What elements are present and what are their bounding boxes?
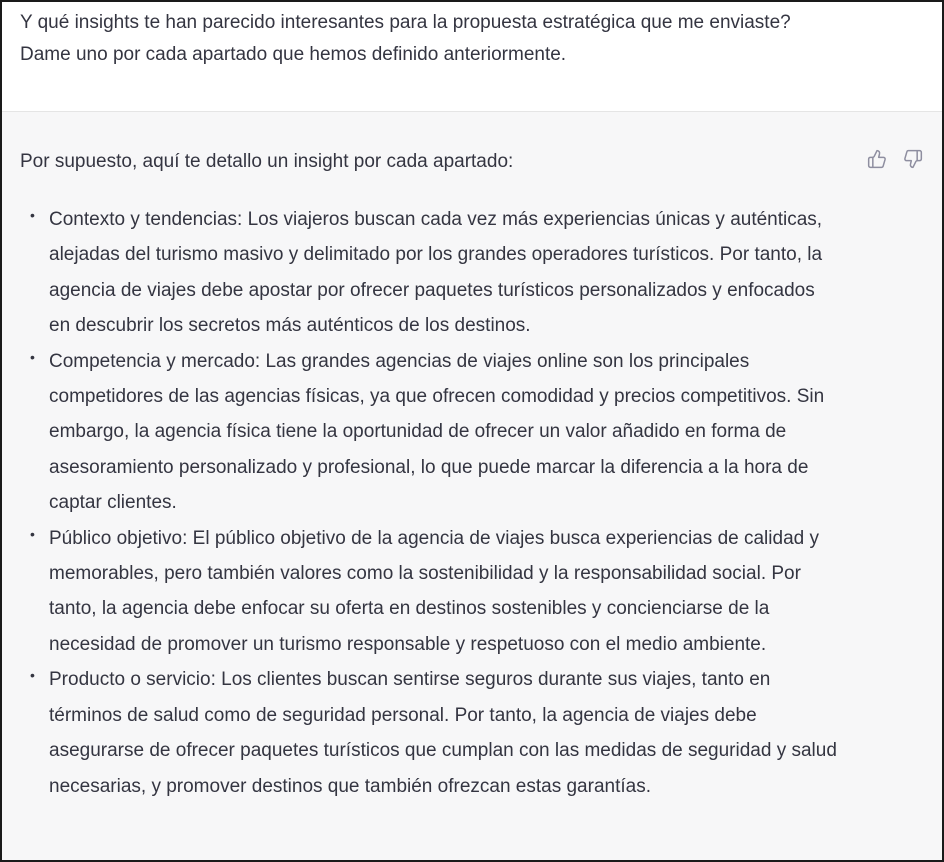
thumbs-down-icon — [903, 149, 923, 169]
bullet: • — [30, 207, 35, 223]
insight-text: Producto o servicio: Los clientes buscan sentirse seguros durante sus viajes, tanto en términos de salud como de seguridad personal. Por tanto, la agencia de viajes debe asegurarse de ofrecer paquetes turísticos que cumplan con las medidas de seguridad y salud necesarias, y promover destinos que también ofrezcan estas garantías. — [49, 669, 837, 797]
user-message — [2, 2, 942, 112]
user-message-text: Y qué insights te han parecido interesantes para la propuesta estratégica que me enviaste? Dame uno por cada apartado que hemos definido anteriormente. — [20, 12, 791, 65]
bullet: • — [30, 525, 35, 542]
list-item — [20, 344, 839, 521]
bullet: • — [30, 667, 35, 684]
thumbs-up-icon — [867, 149, 887, 169]
list-item — [20, 521, 839, 663]
assistant-message — [2, 112, 942, 860]
insight-text: Contexto y tendencias: Los viajeros buscan cada vez más experiencias únicas y auténticas, alejadas del turismo masivo y delimitado por los grandes operadores turísticos. Por tanto, la agencia de viajes debe apostar por ofrecer paquetes turísticos personalizados y enfocados en descubrir los secretos más auténticos de los destinos. — [49, 209, 823, 337]
list-item — [20, 202, 839, 344]
thumbs-up-button[interactable] — [866, 148, 888, 170]
insight-list — [20, 202, 924, 804]
list-item — [20, 662, 839, 804]
insight-text: Público objetivo: El público objetivo de la agencia de viajes busca experiencias de calidad y memorables, pero también valores como la sostenibilidad y la responsabilidad social. Por tanto, la agencia debe enfocar su oferta en destinos sostenibles y concienciarse de la necesidad de promover un turismo responsable y respetuoso con el medio ambiente. — [49, 527, 819, 655]
feedback-buttons — [866, 148, 924, 170]
insight-text: Competencia y mercado: Las grandes agencias de viajes online son los principales competidores de las agencias físicas, ya que ofrecen comodidad y precios competitivos. Sin embargo, la agencia física tiene la oportunidad de ofrecer un valor añadido en forma de asesoramiento personalizado y profesional, lo que puede marcar la diferencia a la hora de captar clientes. — [49, 350, 825, 514]
bullet: • — [30, 348, 35, 365]
thumbs-down-button[interactable] — [902, 148, 924, 170]
assistant-intro: Por supuesto, aquí te detallo un insight por cada apartado: — [20, 151, 514, 172]
